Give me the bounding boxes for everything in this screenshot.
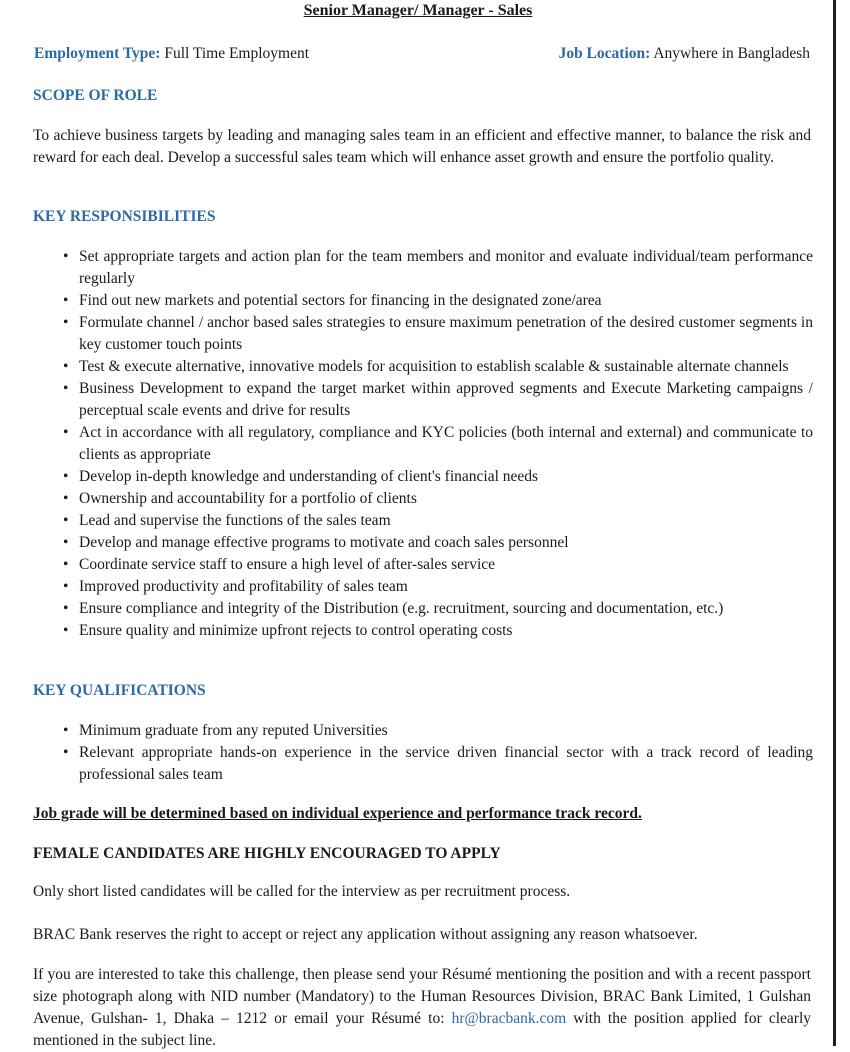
responsibility-item-text: Act in accordance with all regulatory, compliance and KYC policies (both internal and external) and communicate to clients as appropriate — [79, 424, 813, 463]
responsibility-item — [57, 246, 813, 290]
job-location-label: Job Location: — [558, 45, 651, 62]
responsibility-item — [57, 378, 813, 422]
responsibility-item — [57, 488, 813, 510]
responsibility-item-text: Business Development to expand the target market within approved segments and Execute Marketing campaigns / perceptual scale events and drive for results — [79, 380, 813, 419]
responsibility-item — [57, 554, 813, 576]
responsibilities-list — [57, 246, 813, 642]
qualification-item — [57, 720, 813, 742]
qualification-item-text: Relevant appropriate hands-on experience in the service driven financial sector with a track record of leading professional sales team — [79, 744, 813, 783]
responsibility-item — [57, 620, 813, 642]
responsibility-item-text: Develop in-depth knowledge and understanding of client's financial needs — [79, 468, 539, 485]
employment-type-label: Employment Type: — [34, 45, 161, 62]
scope-text: To achieve business targets by leading and managing sales team in an efficient and effective manner, to balance the risk and reward for each deal. Develop a successful sales team which will enhance asset growth and ensure the portfolio quality. — [33, 127, 811, 166]
bullet-icon: • — [63, 600, 69, 617]
responsibility-item-text: Improved productivity and profitability of sales team — [79, 578, 408, 595]
bullet-icon: • — [63, 744, 69, 761]
apply-tail: with the position applied for clearly mentioned in the subject line. — [33, 1010, 812, 1049]
responsibility-item — [57, 422, 813, 466]
job-location-value: Anywhere in Bangladesh — [653, 45, 810, 62]
bullet-icon: • — [63, 468, 69, 485]
employment-type — [34, 45, 309, 62]
job-meta-row — [34, 45, 810, 63]
responsibilities-heading: KEY RESPONSIBILITIES — [33, 208, 216, 225]
responsibility-item — [57, 532, 813, 554]
apply-text: If you are interested to take this challenge, then please send your Résumé mentioning the position and with a recent passport size photograph along with NID number (Mandatory) to the Human Resources Division, BRAC Bank Limited, 1 Gulshan Avenue, Gulshan- 1, Dhaka – 1212 or email your Résumé to: — [33, 966, 811, 1027]
responsibility-item-text: Ensure quality and minimize upfront rejects to control operating costs — [79, 622, 513, 639]
bullet-icon: • — [63, 556, 69, 573]
job-title: Senior Manager/ Manager - Sales — [303, 2, 533, 19]
responsibility-item — [57, 598, 813, 620]
responsibility-item-text: Lead and supervise the functions of the sales team — [79, 512, 391, 529]
qualification-item-text: Minimum graduate from any reputed Universities — [79, 722, 388, 739]
apply-instructions — [33, 964, 811, 1052]
bullet-icon: • — [63, 248, 69, 265]
bullet-icon: • — [63, 358, 69, 375]
responsibility-item-text: Test & execute alternative, innovative models for acquisition to establish scalable & sustainable alternate channels — [79, 358, 789, 375]
qualifications-heading: KEY QUALIFICATIONS — [33, 682, 206, 699]
responsibility-item — [57, 312, 813, 356]
responsibility-item-text: Find out new markets and potential sectors for financing in the designated zone/area — [79, 292, 602, 309]
reserve-note: BRAC Bank reserves the right to accept or reject any application without assigning any reason whatsoever. — [33, 926, 698, 943]
bullet-icon: • — [63, 512, 69, 529]
responsibility-item — [57, 356, 813, 378]
responsibility-item-text: Ownership and accountability for a portfolio of clients — [79, 490, 417, 507]
responsibility-item-text: Coordinate service staff to ensure a high level of after-sales service — [79, 556, 496, 573]
bullet-icon: • — [63, 622, 69, 639]
bullet-icon: • — [63, 424, 69, 441]
responsibility-item — [57, 290, 813, 312]
responsibility-item-text: Develop and manage effective programs to motivate and coach sales personnel — [79, 534, 569, 551]
responsibility-item-text: Formulate channel / anchor based sales strategies to ensure maximum penetration of the desired customer segments in key customer touch points — [79, 314, 813, 353]
responsibility-item-text: Set appropriate targets and action plan for the team members and monitor and evaluate individual/team performance regularly — [79, 248, 813, 287]
qualifications-list — [57, 720, 813, 786]
bullet-icon: • — [63, 534, 69, 551]
bullet-icon: • — [63, 722, 69, 739]
bullet-icon: • — [63, 292, 69, 309]
responsibility-item-text: Ensure compliance and integrity of the Distribution (e.g. recruitment, sourcing and documentation, etc.) — [79, 600, 724, 617]
responsibility-item — [57, 510, 813, 532]
scope-heading: SCOPE OF ROLE — [33, 87, 158, 104]
responsibility-item — [57, 576, 813, 598]
bullet-icon: • — [63, 314, 69, 331]
job-grade-note: Job grade will be determined based on individual experience and performance track record. — [33, 805, 642, 822]
shortlist-note: Only short listed candidates will be called for the interview as per recruitment process. — [33, 883, 571, 900]
bullet-icon: • — [63, 490, 69, 507]
bullet-icon: • — [63, 578, 69, 595]
job-location — [559, 45, 810, 63]
employment-type-value: Full Time Employment — [164, 45, 310, 62]
bullet-icon: • — [63, 380, 69, 397]
qualification-item — [57, 742, 813, 786]
female-candidates-note: FEMALE CANDIDATES ARE HIGHLY ENCOURAGED TO APPLY — [33, 845, 501, 862]
responsibility-item — [57, 466, 813, 488]
hr-email-link[interactable]: hr@bracbank.com — [451, 1010, 567, 1027]
